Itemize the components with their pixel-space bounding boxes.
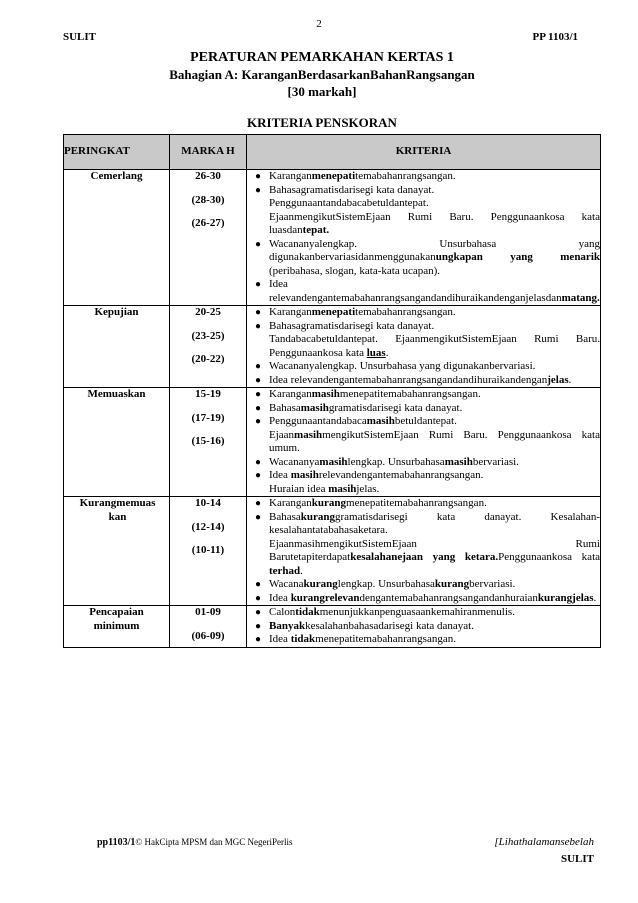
criteria-text: Bahasakuranggramatisdarisegi kata danayat. Kesalahan-kesalahantatabahasaketara. (269, 510, 600, 536)
criteria-text: Penggunaantandabacabetuldantepat. (269, 197, 429, 209)
criteria-text: Tandabacabetuldantepat. EjaanmengikutSistemEjaan Rumi Baru. Penggunaankosa kata luas. (269, 333, 600, 359)
section-subtitle: Bahagian A: KaranganBerdasarkanBahanRangsangan (169, 67, 475, 82)
footer-classification: SULIT (560, 853, 594, 865)
table-row (64, 306, 601, 388)
criteria-text: Calontidakmenunjukkanpenguasaankemahiranmenulis. (269, 606, 515, 618)
bullet-icon: ● (254, 171, 262, 182)
criteria-item (247, 511, 600, 538)
marks-subtitle: [30 markah] (287, 84, 357, 99)
criteria-item (247, 620, 600, 634)
main-title: PERATURAN PEMARKAHAN KERTAS 1 (190, 50, 454, 65)
footer-copyright-text: © HakCipta MPSM dan MGC NegeriPerlis (135, 837, 293, 847)
criteria-cell (247, 388, 601, 497)
bullet-icon: ● (254, 402, 262, 414)
criteria-text: Karanganmenepatitemabahanrangsangan. (269, 170, 456, 182)
table-header-row (64, 135, 601, 170)
header-criteria: KRITERIA (247, 135, 601, 170)
bullet-icon: ● (254, 620, 262, 632)
header-classification: SULIT (63, 31, 97, 43)
bullet-icon: ● (254, 279, 262, 290)
footer-code: pp1103/1 (97, 837, 136, 848)
mark-range: (20-22) (191, 353, 225, 365)
criteria-cell (247, 606, 601, 648)
marks-cell (170, 606, 247, 648)
scoring-criteria-title: KRITERIA PENSKORAN (247, 115, 397, 130)
bullet-icon: ● (254, 634, 262, 645)
criteria-item (247, 238, 600, 279)
criteria-item (247, 320, 600, 334)
bullet-icon: ● (254, 511, 262, 523)
bullet-icon: ● (254, 320, 262, 332)
mark-range: (23-25) (191, 329, 225, 342)
bullet-icon: ● (254, 238, 262, 250)
bullet-icon: ● (254, 389, 262, 400)
table-row (64, 497, 601, 606)
criteria-text: Banyakkesalahanbahasadarisegi kata danayat. (269, 619, 474, 632)
criteria-text: Wacananyalengkap. Unsurbahasa yang digunakanbervariasi. (269, 360, 536, 372)
criteria-text: EjaanmasihmengikutSistemEjaan Rumi Barutetapiterdapatkesalahanejaan yang ketara.Penggunaankosa kata terhad. (269, 537, 601, 577)
criteria-text: Karanganmenepatitemabahanrangsangan. (269, 306, 456, 318)
header-marks: MARKA H (170, 135, 247, 170)
criteria-item (247, 374, 600, 388)
criteria-item (247, 578, 600, 592)
criteria-item (247, 306, 600, 320)
criteria-text: Idea tidakmenepatitemabahanrangsangan. (269, 633, 456, 645)
bullet-icon: ● (254, 184, 262, 196)
criteria-cell (247, 306, 601, 388)
footer-next-page: [Lihathalamansebelah (494, 836, 594, 848)
marks-cell (170, 170, 247, 306)
mark-range: (10-11) (191, 544, 225, 556)
level-cell: Kepujian (64, 306, 170, 388)
mark-range: 15-19 (195, 388, 221, 400)
mark-range: 20-25 (195, 306, 221, 318)
criteria-text: Idea kurangrelevandengantemabahanrangsangandanhuraiankurangjelas. (269, 591, 597, 604)
mark-range: 26-30 (195, 170, 221, 182)
bullet-icon: ● (254, 470, 262, 481)
criteria-item (247, 592, 600, 606)
criteria-item (247, 170, 600, 184)
marks-cell (170, 497, 247, 606)
page-number: 2 (316, 18, 322, 30)
table-row (64, 388, 601, 497)
bullet-icon: ● (254, 579, 262, 590)
bullet-icon: ● (254, 592, 262, 604)
table-row (64, 606, 601, 648)
criteria-item (247, 633, 600, 647)
bullet-icon: ● (254, 374, 262, 386)
bullet-icon: ● (254, 307, 262, 318)
criteria-text: Karanganmasihmenepatitemabahanrangsangan. (269, 388, 481, 400)
level-cell: Cemerlang (64, 170, 170, 306)
criteria-text: Huraian idea masihjelas. (269, 482, 380, 495)
criteria-item (247, 606, 600, 620)
criteria-item (247, 469, 600, 483)
bullet-icon: ● (254, 416, 262, 427)
mark-range: 01-09 (195, 606, 221, 618)
criteria-text: Idea relevandengantemabahanrangsangandandihuraikandenganjelas. (269, 373, 572, 386)
title-block (60, 49, 584, 100)
bullet-icon: ● (254, 361, 262, 372)
criteria-cell (247, 170, 601, 306)
scoring-table (63, 134, 601, 648)
criteria-text: Bahasagramatisdarisegi kata danayat. (269, 183, 435, 196)
criteria-item (247, 278, 600, 305)
criteria-item (247, 415, 600, 429)
criteria-item (247, 456, 600, 470)
mark-range: (15-16) (191, 435, 225, 447)
bullet-icon: ● (254, 456, 262, 468)
footer-copyright (97, 837, 292, 848)
level-cell: Memuaskan (64, 388, 170, 497)
header-level: PERINGKAT (64, 135, 170, 170)
criteria-item (247, 497, 600, 511)
criteria-text: Wacananyamasihlengkap. Unsurbahasamasihbervariasi. (269, 455, 519, 468)
criteria-text: Bahasamasihgramatisdarisegi kata danayat. (269, 401, 463, 414)
mark-range: (26-27) (191, 217, 225, 229)
header-paper-code: PP 1103/1 (532, 31, 578, 43)
marks-cell (170, 388, 247, 497)
criteria-text: Penggunaantandabacamasihbetuldantepat. (269, 415, 457, 427)
mark-range: (06-09) (191, 629, 225, 642)
bullet-icon: ● (254, 498, 262, 509)
mark-range: (12-14) (191, 520, 225, 533)
marks-cell (170, 306, 247, 388)
criteria-text: Idea relevandengantemabahanrangsangandandihuraikandenganjelasdanmatang. (269, 278, 600, 304)
mark-range: (28-30) (191, 193, 225, 206)
mark-range: 10-14 (195, 497, 221, 509)
criteria-text: EjaanmasihmengikutSistemEjaan Rumi Baru. Penggunaankosa kata umum. (269, 428, 600, 454)
level-cell: Kurangmemuas kan (64, 497, 170, 606)
criteria-cell (247, 497, 601, 606)
criteria-item (247, 402, 600, 416)
criteria-item (247, 184, 600, 198)
mark-range: (17-19) (191, 411, 225, 424)
criteria-text: Wacanakuranglengkap. Unsurbahasakurangbervariasi. (269, 578, 516, 590)
criteria-text: Karangankurangmenepatitemabahanrangsangan. (269, 497, 487, 509)
table-row (64, 170, 601, 306)
criteria-text: Bahasagramatisdarisegi kata danayat. (269, 319, 435, 332)
criteria-text: Idea masihrelevandengantemabahanrangsangan. (269, 469, 484, 481)
criteria-item (247, 360, 600, 374)
bullet-icon: ● (254, 607, 262, 618)
criteria-item (247, 388, 600, 402)
criteria-text: Wacananyalengkap. Unsurbahasa yang digunakanbervariasidanmenggunakanungkapan yang menarik (peribahasa, slogan, kata-kata ucapan). (269, 237, 600, 277)
level-cell: Pencapaian minimum (64, 606, 170, 648)
criteria-text: EjaanmengikutSistemEjaan Rumi Baru. Penggunaankosa kata luasdantepat. (269, 210, 600, 236)
